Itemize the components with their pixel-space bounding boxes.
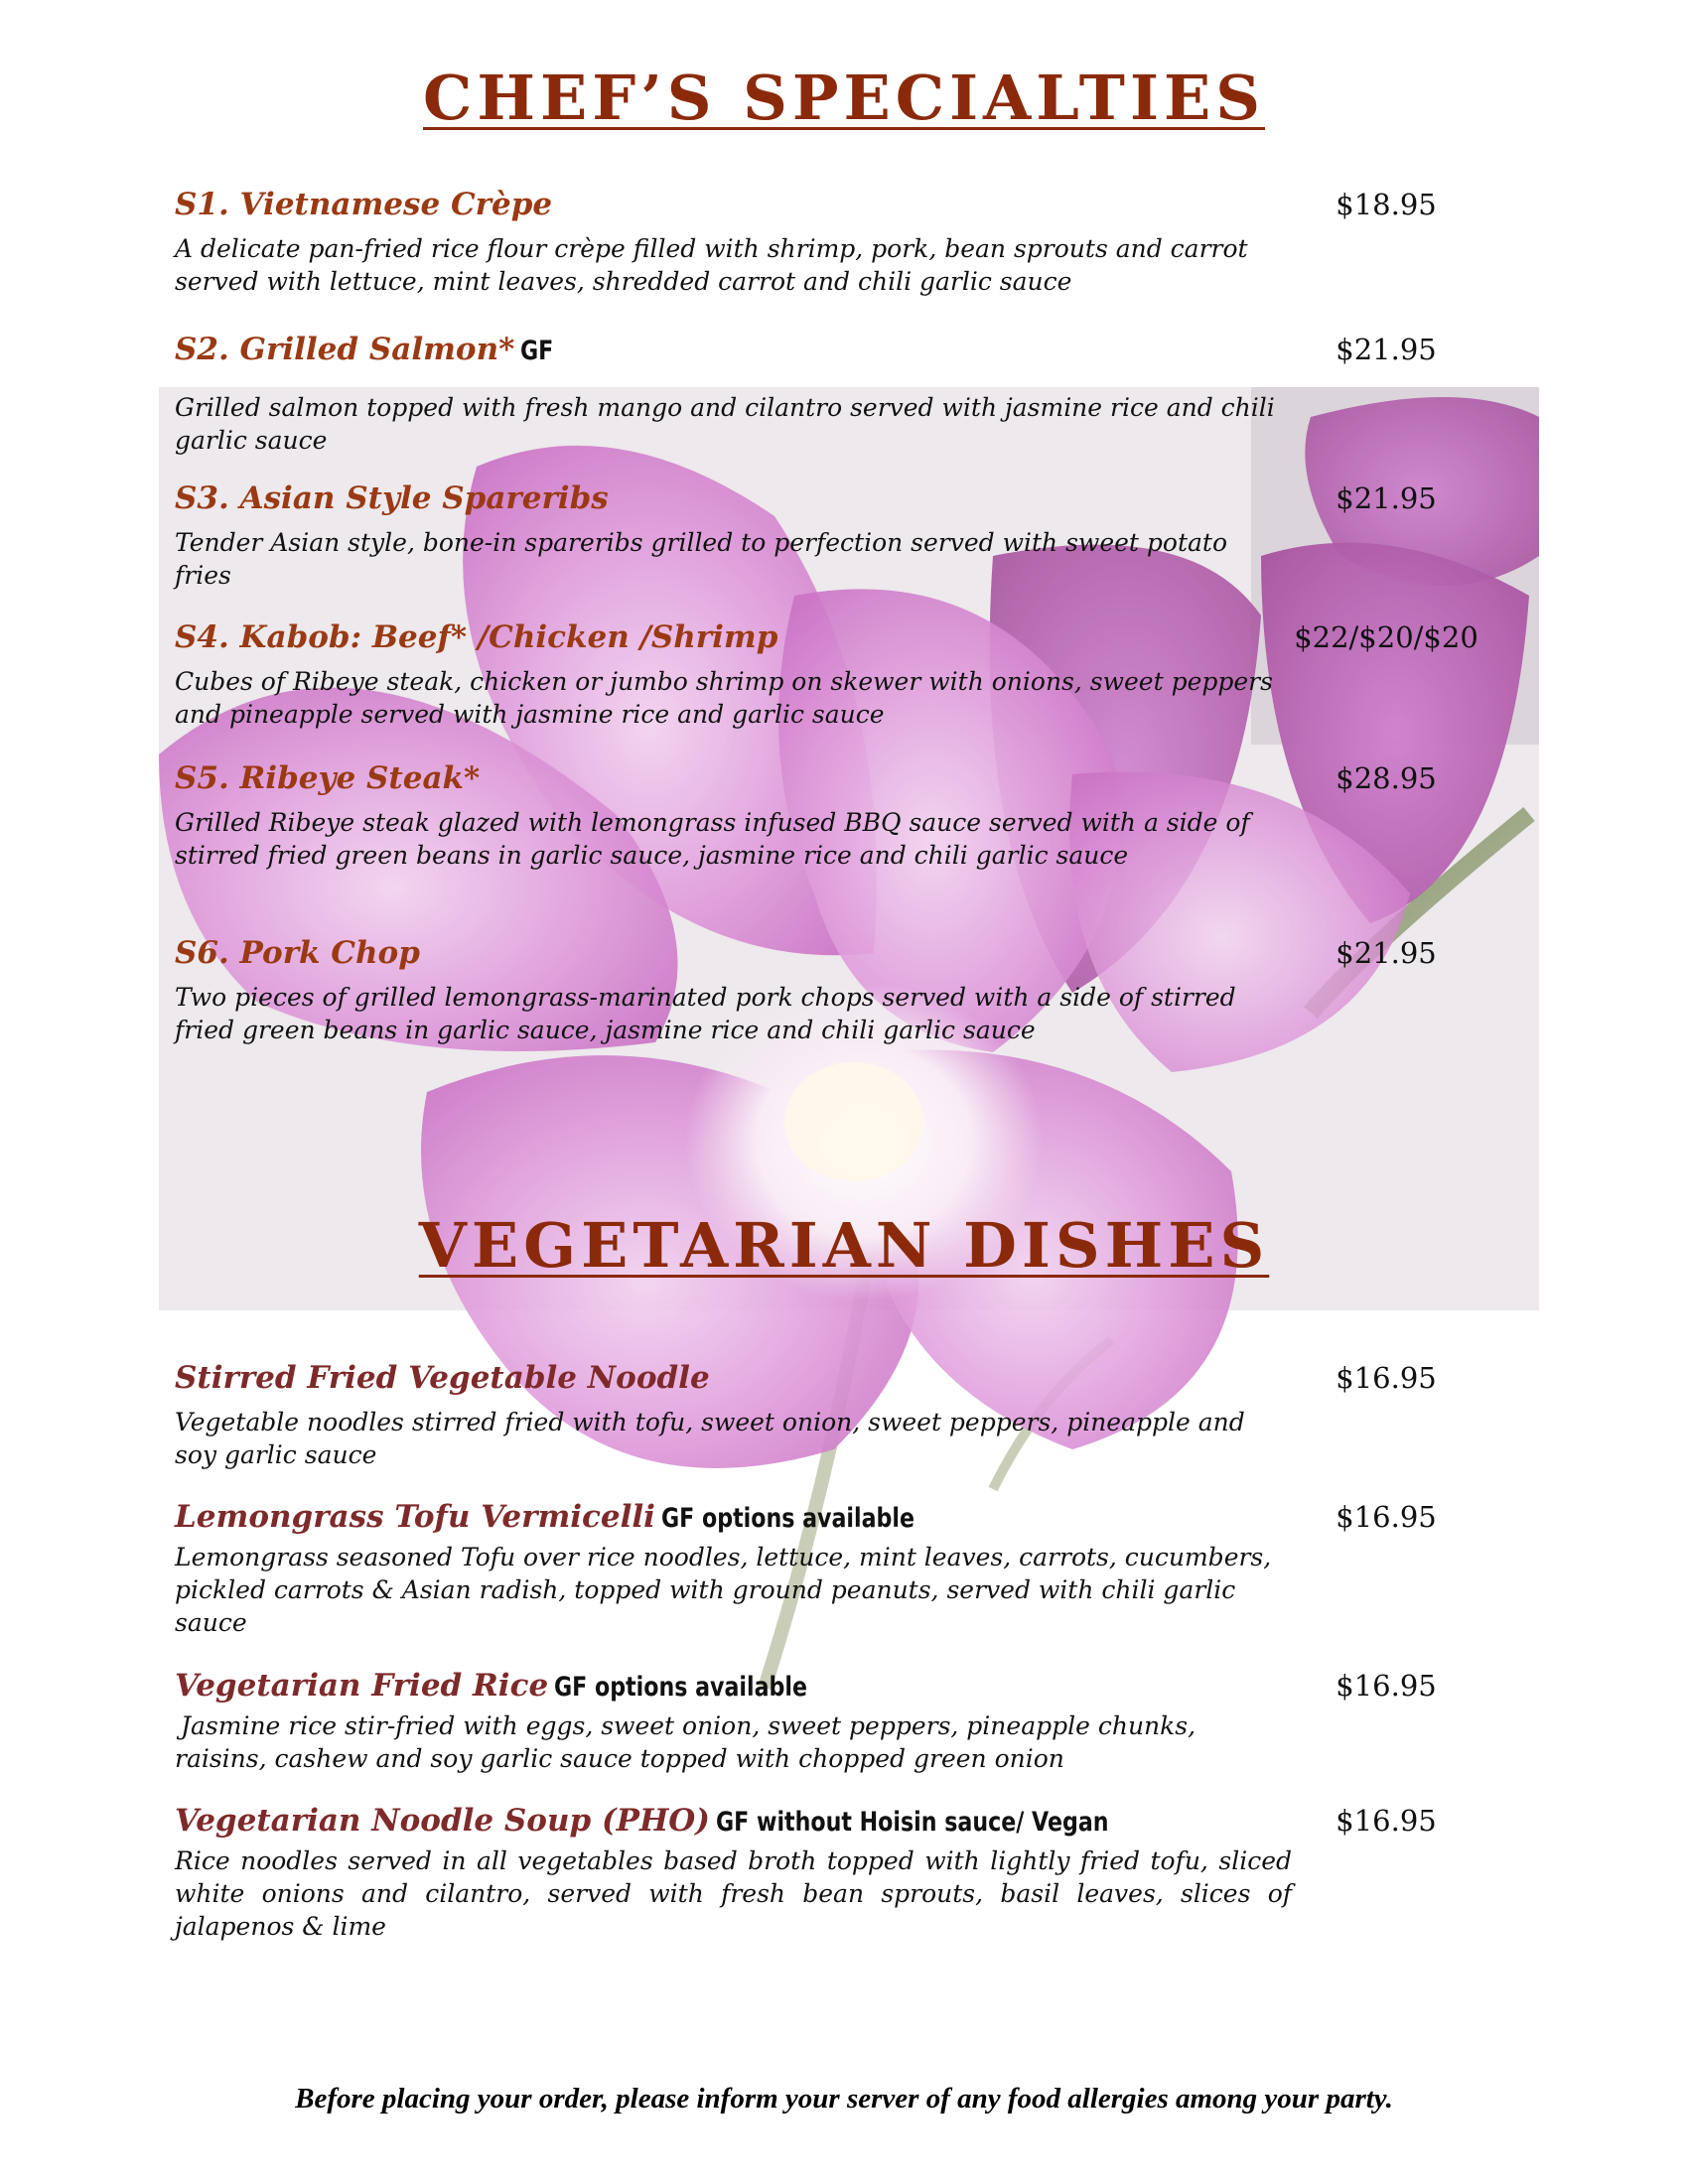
item-description: Vegetable noodles stirred fried with tofu, sweet onion, sweet peppers, pineapple and soy garlic sauce [175,1408,1245,1469]
menu-item-tofu-vermicelli [175,1493,1505,1639]
item-description: Grilled salmon topped with fresh mango and cilantro served with jasmine rice and chili garlic sauce [175,393,1275,455]
item-header [175,1797,1505,1844]
gf-tag: GF options available [660,1503,914,1534]
item-name: S5. Ribeye Steak* [175,760,481,796]
allergy-disclaimer: Before placing your order, please inform your server of any food allergies among your party. [295,2083,1393,2115]
menu-item-vegetarian-pho [175,1797,1505,1943]
item-header [175,929,1505,977]
gf-tag: GF [520,336,554,366]
item-price: $18.95 [1336,188,1437,221]
item-price: $21.95 [1336,481,1437,515]
item-description: A delicate pan-fried rice flour crèpe filled with shrimp, pork, bean sprouts and carrot served with lettuce, mint leaves, shredded carrot and chili garlic sauce [175,234,1248,296]
item-header [175,181,1505,228]
vegetarian-dishes-heading [0,1209,1688,1282]
item-header [175,754,1505,802]
item-price: $21.95 [1336,333,1437,366]
item-price: $28.95 [1336,761,1437,795]
item-header [175,1354,1505,1402]
item-price: $16.95 [1336,1500,1437,1534]
item-description: Grilled Ribeye steak glazed with lemongrass infused BBQ sauce served with a side of stirred fried green beans in garlic sauce, jasmine rice and chili garlic sauce [175,808,1250,870]
item-header [175,326,1505,373]
item-header [175,475,1505,522]
chefs-specialties-heading [0,62,1688,134]
menu-item-s1 [175,181,1505,298]
item-name: Vegetarian Fried Rice [175,1668,549,1704]
item-description: Jasmine rice stir-fried with eggs, sweet onion, sweet peppers, pineapple chunks, raisins, cashew and soy garlic sauce topped with chopped green onion [175,1711,1196,1773]
menu-item-s5 [175,754,1505,872]
menu-item-s4 [175,614,1505,731]
item-header [175,614,1505,661]
item-name: Vegetarian Noodle Soup (PHO) [175,1803,710,1839]
menu-item-vegetarian-fried-rice [175,1662,1505,1775]
item-price: $22/$20/$20 [1294,620,1478,654]
item-description: Two pieces of grilled lemongrass-marinated pork chops served with a side of stirred fried green beans in garlic sauce, jasmine rice and chili garlic sauce [175,983,1236,1044]
item-header [175,1662,1505,1709]
chefs-specialties-title: CHEF’S SPECIALTIES [423,62,1265,134]
menu-item-s3 [175,475,1505,592]
menu-item-s2 [175,326,1505,457]
item-price: $16.95 [1336,1804,1437,1838]
item-name: S3. Asian Style Spareribs [175,480,609,516]
item-name: S2. Grilled Salmon* [175,332,515,367]
item-description: Tender Asian style, bone-in spareribs grilled to perfection served with sweet potato fries [175,528,1228,590]
item-price: $16.95 [1336,1361,1437,1395]
item-description: Rice noodles served in all vegetables based broth topped with lightly fried tofu, sliced white onions and cilantro, served with fresh bean sprouts, basil leaves, slices of jalapenos & lime [175,1846,1292,1941]
item-price: $21.95 [1336,936,1437,970]
item-name: S6. Pork Chop [175,935,420,971]
item-description: Lemongrass seasoned Tofu over rice noodles, lettuce, mint leaves, carrots, cucumbers, pickled carrots & Asian radish, topped with ground peanuts, served with chili garlic sauce [175,1543,1272,1637]
item-name: Stirred Fried Vegetable Noodle [175,1360,710,1396]
vegetarian-dishes-title: VEGETARIAN DISHES [418,1209,1270,1282]
item-name: S4. Kabob: Beef* /Chicken /Shrimp [175,619,778,655]
item-header [175,1493,1505,1541]
gf-tag: GF options available [554,1672,808,1703]
gf-tag: GF without Hoisin sauce/ Vegan [715,1807,1109,1838]
item-name: S1. Vietnamese Crèpe [175,187,553,222]
menu-item-s6 [175,929,1505,1046]
menu-item-vegetable-noodle [175,1354,1505,1471]
item-price: $16.95 [1336,1669,1437,1703]
item-description: Cubes of Ribeye steak, chicken or jumbo shrimp on skewer with onions, sweet peppers and pineapple served with jasmine rice and garlic sauce [175,667,1273,729]
item-name: Lemongrass Tofu Vermicelli [175,1499,655,1535]
